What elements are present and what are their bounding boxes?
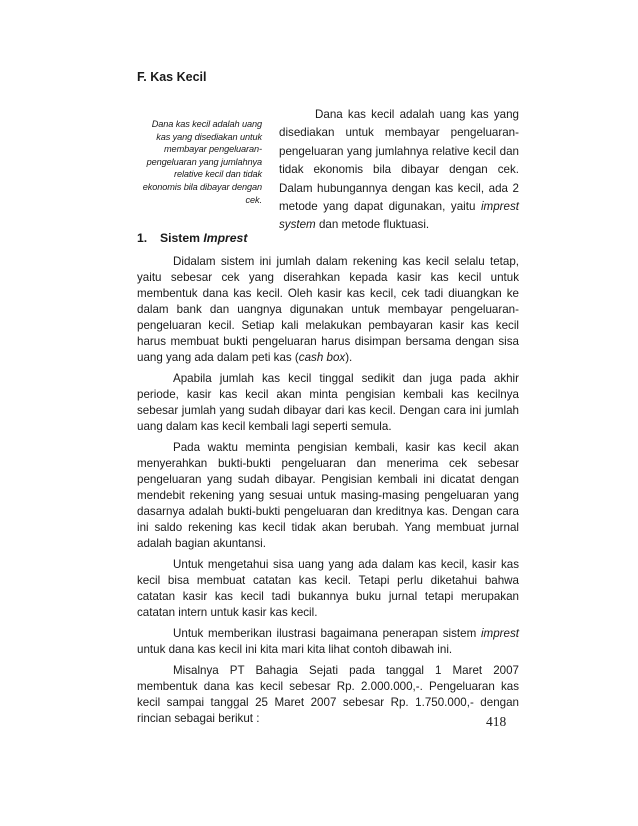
subsection-number: 1. xyxy=(137,231,148,245)
subsection-label-italic: Imprest xyxy=(203,231,248,245)
paragraph-2: Apabila jumlah kas kecil tinggal sedikit dan juga pada akhir periode, kasir kas kecil akan minta pengisian kembali kas kecilnya sebesar jumlah yang sudah dibayar dari kas kecil. Dengan cara ini jumlah uang dalam kas kecil kembali lagi seperti semula. xyxy=(137,372,519,433)
section-heading: F. Kas Kecil xyxy=(137,70,207,84)
paragraph-1-text-2: ). xyxy=(345,351,353,364)
subsection-heading xyxy=(137,231,247,245)
body-text xyxy=(137,254,519,732)
paragraph-5-text-2: untuk dana kas kecil ini kita mari kita lihat contoh dibawah ini. xyxy=(137,643,453,656)
margin-note: Dana kas kecil adalah uang kas yang disediakan untuk membayar pengeluaran-pengeluaran yang jumlahnya relative kecil dan tidak ekonomis bila dibayar dengan cek. xyxy=(142,119,262,205)
paragraph-3: Pada waktu meminta pengisian kembali, kasir kas kecil akan menyerahkan bukti-bukti pengeluaran dan menerima cek sebesar pengeluaran yang sudah dibayar. Pengisian kembali ini dicatat dengan mendebit rekening yang sesuai untuk masing-masing pengeluaran yang dasarnya adalah bukti-bukti pengeluaran dan kreditnya kas. Dengan cara ini saldo rekening kas kecil tidak akan berubah. Yang membuat jurnal adalah bagian akuntansi. xyxy=(137,441,519,550)
paragraph-5-term-imprest: imprest xyxy=(480,627,519,640)
paragraph-1-text-1: Didalam sistem ini jumlah dalam rekening kas kecil selalu tetap, yaitu sebesar cek yang diserahkan kepada kasir kas kecil untuk membentuk dana kas kecil. Oleh kasir kas kecil, cek tadi diuangkan ke dalam bank dan uangnya digunakan untuk membayar pengeluaran-pengeluaran kecil. Setiap kali melakukan pembayaran kasir kas kecil harus membuat bukti pengeluaran harus disimpan bersama dengan sisa uang yang ada dalam peti kas ( xyxy=(137,255,519,364)
page-number: 418 xyxy=(486,714,507,729)
paragraph-1-term-cash-box: cash box xyxy=(298,351,346,364)
subsection-label: Sistem xyxy=(160,231,204,245)
intro-text-1: Dana kas kecil adalah uang kas yang disediakan untuk membayar pengeluaran-pengeluaran yang jumlahnya relative kecil dan tidak ekonomis bila dibayar dengan cek. Dalam hubungannya dengan kas kecil, ada 2 metode yang dapat digunakan, yaitu xyxy=(279,108,519,214)
paragraph-4: Untuk mengetahui sisa uang yang ada dalam kas kecil, kasir kas kecil bisa membuat catatan kas kecil. Tetapi perlu diketahui bahwa catatan kasir kas kecil tadi bukannya buku jurnal tetapi merupakan catatan intern untuk kasir kas kecil. xyxy=(137,558,519,619)
intro-term-imprest-system: imprest system xyxy=(279,200,519,232)
paragraph-6: Misalnya PT Bahagia Sejati pada tanggal 1 Maret 2007 membentuk dana kas kecil sebesar Rp. 2.000.000,-. Pengeluaran kas kecil sampai tanggal 25 Maret 2007 sebesar Rp. 1.750.000,- dengan rincian sebagai berikut : xyxy=(137,664,519,725)
paragraph-5-text-1: Untuk memberikan ilustrasi bagaimana penerapan sistem xyxy=(173,627,481,640)
intro-paragraph xyxy=(279,106,519,235)
paragraph-1 xyxy=(137,254,519,366)
intro-text-2: dan metode fluktuasi. xyxy=(315,218,430,232)
paragraph-5 xyxy=(137,626,519,658)
